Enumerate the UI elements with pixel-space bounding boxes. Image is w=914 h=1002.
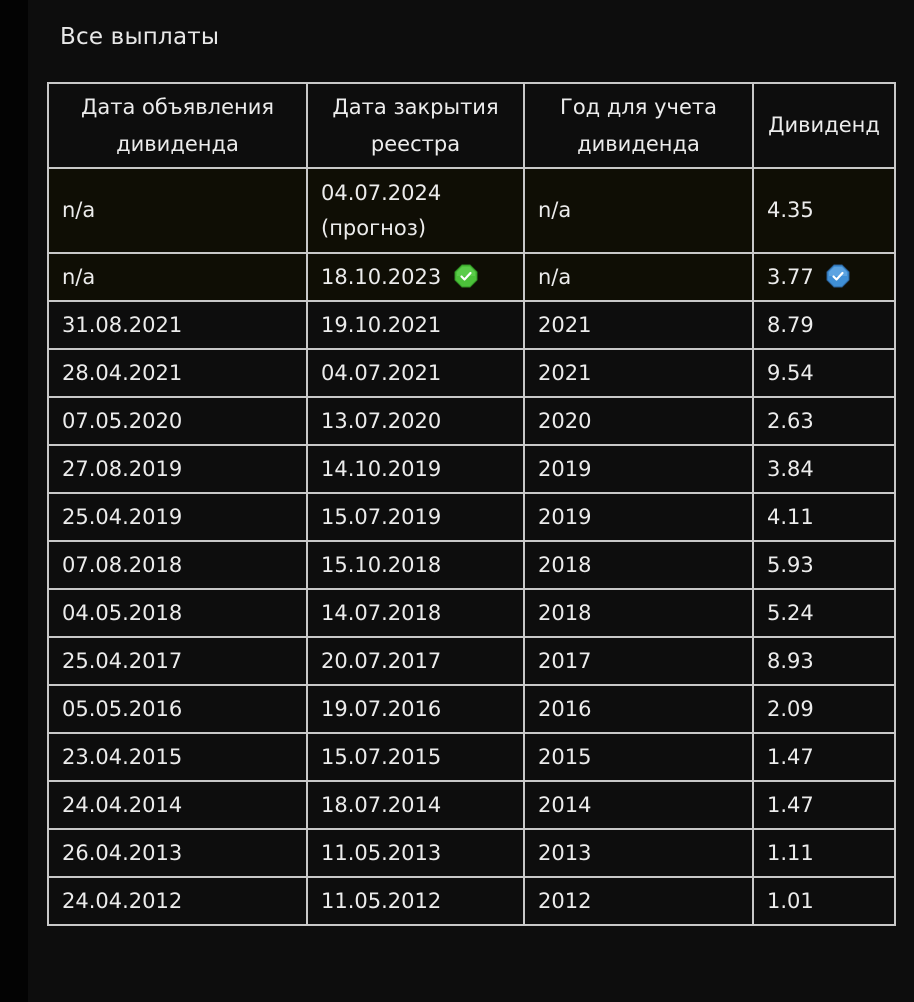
header-declared-date: Дата объявления дивиденда: [48, 83, 307, 168]
cell-dividend: 8.79: [753, 301, 895, 349]
cell-record-date: 13.07.2020: [307, 397, 524, 445]
cell-declared: 26.04.2013: [48, 829, 307, 877]
header-record-date: Дата закрытия реестра: [307, 83, 524, 168]
cell-declared: 24.04.2012: [48, 877, 307, 925]
table-row: [48, 493, 895, 541]
record-date-value: 04.07.2024: [321, 180, 442, 205]
cell-year: 2012: [524, 877, 753, 925]
cell-record-date: 20.07.2017: [307, 637, 524, 685]
table-row: [48, 301, 895, 349]
table-row: [48, 349, 895, 397]
cell-year: n/a: [524, 253, 753, 301]
cell-declared: 05.05.2016: [48, 685, 307, 733]
cell-dividend: 1.47: [753, 781, 895, 829]
table-row: [48, 733, 895, 781]
header-dividend: Дивиденд: [753, 83, 895, 168]
cell-record-date: 15.10.2018: [307, 541, 524, 589]
cell-dividend: 2.09: [753, 685, 895, 733]
cell-year: 2018: [524, 589, 753, 637]
forecast-row: [48, 168, 895, 253]
cell-year: 2018: [524, 541, 753, 589]
section-title: Все выплаты: [60, 24, 220, 50]
table-row: [48, 541, 895, 589]
cell-record-date: 15.07.2015: [307, 733, 524, 781]
table-row: [48, 397, 895, 445]
header-dividend-year: Год для учета дивиденда: [524, 83, 753, 168]
cell-dividend: 4.11: [753, 493, 895, 541]
cell-declared: n/a: [48, 168, 307, 253]
cell-year: 2014: [524, 781, 753, 829]
cell-record-date: 11.05.2012: [307, 877, 524, 925]
cell-year: 2017: [524, 637, 753, 685]
cell-year: 2016: [524, 685, 753, 733]
cell-record-date: [307, 168, 524, 253]
table-row: [48, 877, 895, 925]
cell-year: 2021: [524, 301, 753, 349]
cell-dividend: 1.47: [753, 733, 895, 781]
cell-year: 2013: [524, 829, 753, 877]
table-row: [48, 685, 895, 733]
cell-dividend: 2.63: [753, 397, 895, 445]
table-header-row: [48, 83, 895, 168]
cell-declared: 04.05.2018: [48, 589, 307, 637]
cell-dividend: [753, 253, 895, 301]
cell-year: 2021: [524, 349, 753, 397]
cell-record-date: 11.05.2013: [307, 829, 524, 877]
cell-dividend: 8.93: [753, 637, 895, 685]
cell-dividend: 5.93: [753, 541, 895, 589]
forecast-note: (прогноз): [321, 215, 427, 240]
dividends-table: [47, 82, 896, 926]
table-row: [48, 637, 895, 685]
cell-declared: 25.04.2019: [48, 493, 307, 541]
cell-record-date: [307, 253, 524, 301]
blue-check-badge-icon: [826, 264, 850, 288]
confirmed-row: [48, 253, 895, 301]
table-row: [48, 589, 895, 637]
cell-dividend: 1.01: [753, 877, 895, 925]
cell-dividend: 1.11: [753, 829, 895, 877]
cell-record-date: 19.10.2021: [307, 301, 524, 349]
cell-record-date: 04.07.2021: [307, 349, 524, 397]
cell-dividend: 4.35: [753, 168, 895, 253]
cell-dividend: 5.24: [753, 589, 895, 637]
record-date-value: 18.10.2023: [321, 265, 442, 289]
cell-record-date: 15.07.2019: [307, 493, 524, 541]
cell-dividend: 3.84: [753, 445, 895, 493]
cell-declared: 31.08.2021: [48, 301, 307, 349]
table-row: [48, 829, 895, 877]
cell-record-date: 18.07.2014: [307, 781, 524, 829]
table-row: [48, 445, 895, 493]
cell-year: 2019: [524, 445, 753, 493]
cell-declared: n/a: [48, 253, 307, 301]
cell-declared: 07.08.2018: [48, 541, 307, 589]
cell-declared: 27.08.2019: [48, 445, 307, 493]
cell-declared: 23.04.2015: [48, 733, 307, 781]
green-check-badge-icon: [454, 264, 478, 288]
cell-year: 2019: [524, 493, 753, 541]
cell-dividend: 9.54: [753, 349, 895, 397]
cell-record-date: 19.07.2016: [307, 685, 524, 733]
cell-record-date: 14.07.2018: [307, 589, 524, 637]
cell-declared: 07.05.2020: [48, 397, 307, 445]
cell-record-date: 14.10.2019: [307, 445, 524, 493]
table-row: [48, 781, 895, 829]
cell-year: 2015: [524, 733, 753, 781]
cell-declared: 25.04.2017: [48, 637, 307, 685]
cell-year: n/a: [524, 168, 753, 253]
dividends-panel: [28, 0, 914, 1002]
dividend-value: 3.77: [767, 265, 814, 289]
cell-declared: 24.04.2014: [48, 781, 307, 829]
cell-year: 2020: [524, 397, 753, 445]
cell-declared: 28.04.2021: [48, 349, 307, 397]
